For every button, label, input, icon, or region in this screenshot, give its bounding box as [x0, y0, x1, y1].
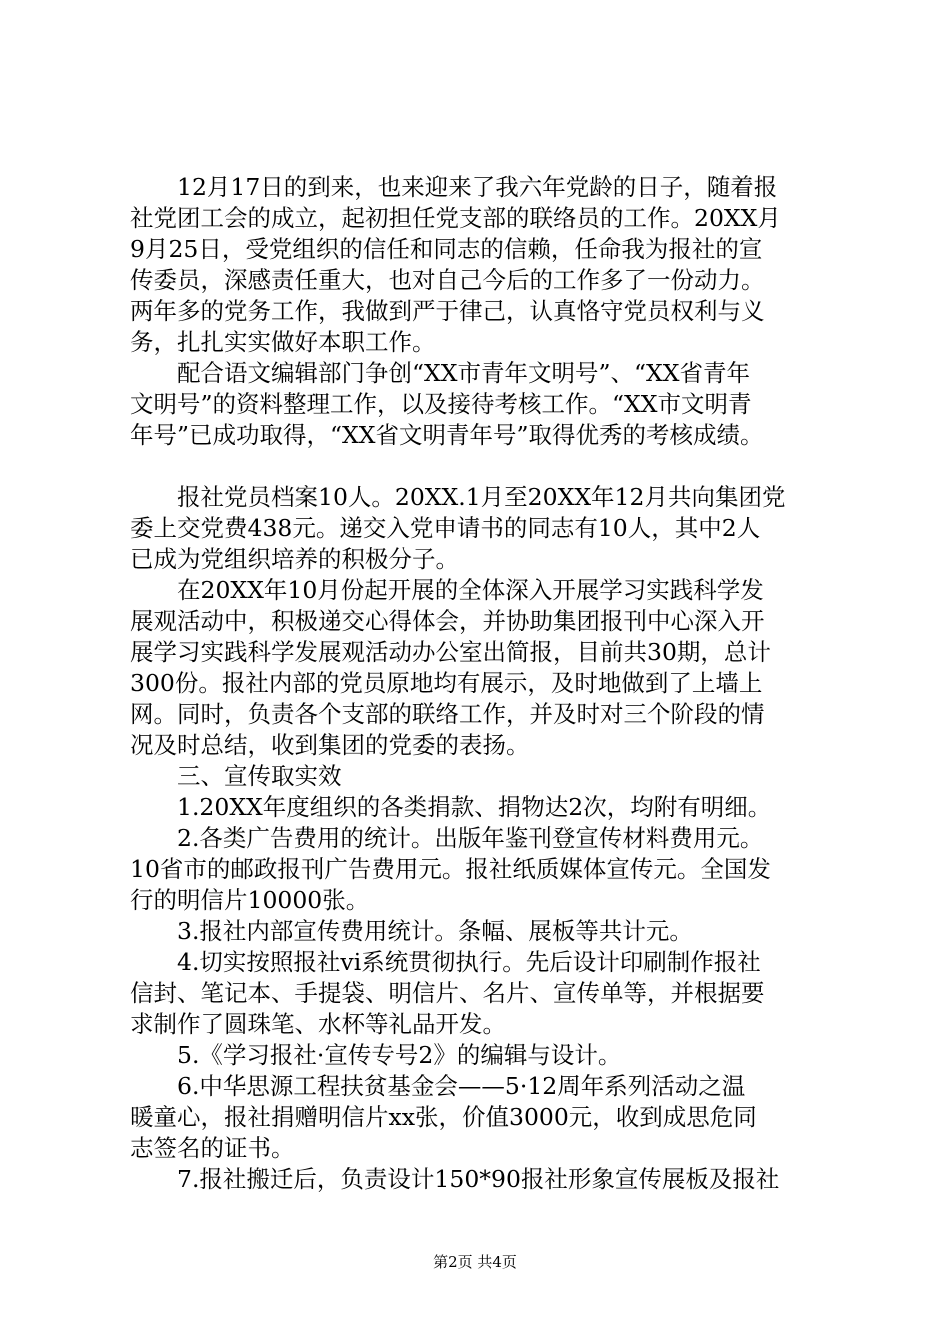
text-line: 3.报社内部宣传费用统计。条幅、展板等共计元。: [177, 917, 693, 945]
page-footer: 第2页 共4页: [433, 1253, 517, 1271]
text-line: 10省市的邮政报刊广告费用元。报社纸质媒体宣传元。全国发: [130, 855, 771, 883]
text-line: 况及时总结，收到集团的党委的表扬。: [130, 731, 530, 759]
text-line: 展学习实践科学发展观活动办公室出简报，目前共30期，总计: [130, 638, 771, 666]
text-line: 暖童心，报社捐赠明信片xx张，价值3000元，收到成思危同: [130, 1103, 757, 1131]
text-line: 志签名的证书。: [130, 1134, 295, 1162]
text-line: 行的明信片10000张。: [130, 886, 370, 914]
text-line: 委上交党费438元。递交入党申请书的同志有10人，其中2人: [130, 514, 761, 542]
text-line: 网。同时，负责各个支部的联络工作，并及时对三个阶段的情: [130, 700, 765, 728]
text-line: 展观活动中，积极递交心得体会，并协助集团报刊中心深入开: [130, 607, 765, 635]
document-body: [130, 172, 830, 1195]
text-line: 文明号”的资料整理工作，以及接待考核工作。“XX市文明青: [130, 390, 752, 418]
text-line: 年号”已成功取得，“XX省文明青年号”取得优秀的考核成绩。: [130, 421, 764, 449]
text-line: 4.切实按照报社vi系统贯彻执行。先后设计印刷制作报社: [177, 948, 761, 976]
text-line: 求制作了圆珠笔、水杯等礼品开发。: [130, 1010, 506, 1038]
text-line: 社党团工会的成立，起初担任党支部的联络员的工作。20XX月: [130, 204, 781, 232]
text-line: 7.报社搬迁后，负责设计150*90报社形象宣传展板及报社: [177, 1165, 780, 1193]
text-line: 6.中华思源工程扶贫基金会——5·12周年系列活动之温: [177, 1072, 746, 1100]
text-line: 在20XX年10月份起开展的全体深入开展学习实践科学发: [177, 576, 764, 604]
text-line: 配合语文编辑部门争创“XX市青年文明号”、“XX省青年: [177, 359, 750, 387]
text-line: 1.20XX年度组织的各类捐款、捐物达2次，均附有明细。: [177, 793, 772, 821]
text-line: 12月17日的到来，也来迎来了我六年党龄的日子，随着报: [177, 173, 778, 201]
text-line: 300份。报社内部的党员原地均有展示，及时地做到了上墙上: [130, 669, 763, 697]
text-line: 9月25日，受党组织的信任和同志的信赖，任命我为报社的宣: [130, 235, 763, 263]
text-line: 两年多的党务工作，我做到严于律己，认真恪守党员权利与义: [130, 297, 765, 325]
text-line: 三、宣传取实效: [177, 762, 342, 790]
text-line: 务，扎扎实实做好本职工作。: [130, 328, 436, 356]
text-line: 2.各类广告费用的统计。出版年鉴刊登宣传材料费用元。: [177, 824, 764, 852]
text-line: 报社党员档案10人。20XX.1月至20XX年12月共向集团党: [177, 483, 786, 511]
text-line: 已成为党组织培养的积极分子。: [130, 545, 459, 573]
text-line: 信封、笔记本、手提袋、明信片、名片、宣传单等，并根据要: [130, 979, 765, 1007]
text-line: 传委员，深感责任重大，也对自己今后的工作多了一份动力。: [130, 266, 765, 294]
blank-line: [130, 451, 830, 482]
text-line: 5.《学习报社·宣传专号2》的编辑与设计。: [177, 1041, 622, 1069]
